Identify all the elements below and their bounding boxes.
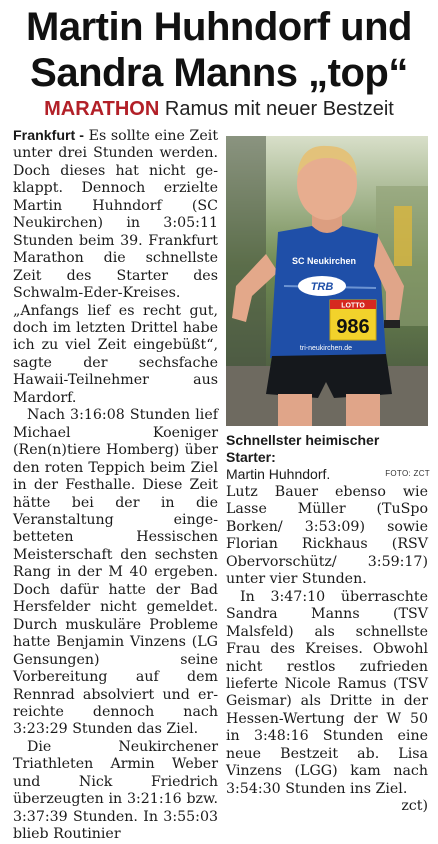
article-paragraph-3: Die Neukirchener Triathleten Armin Weber und Nick Friedrich überzeugten in 3:21:16 bzw. 3:37:39 Stunden. In 3:55:03 blieb Routinier (13, 738, 218, 843)
article-paragraph-4: Lutz Bauer ebenso wie Lasse Müller (TuSpo Borken/ 3:53:09) sowie Florian Rickhaus (RSV Obervorschütz/ 3:59:17) unter vier Stunden. (226, 484, 428, 588)
article-column-right (226, 484, 428, 816)
bib-sponsor: LOTTO (341, 302, 365, 310)
shirt-club-text: SC Neukirchen (291, 256, 357, 266)
runner-photo (226, 136, 428, 426)
headline-line-2: Sandra Manns „top“ (30, 51, 408, 95)
caption-text: Martin Huhndorf. (226, 466, 331, 482)
subhead-text: Ramus mit neuer Bestzeit (164, 98, 394, 120)
section-kicker: MARATHON (44, 98, 160, 120)
caption-bold: Schnellster heimischer Starter: (226, 432, 380, 465)
article-paragraph-5: In 3:47:10 überraschte Sandra Manns (TSV Malsfeld) als schnellste Frau des Kreises. Obwohl nicht restlos zufrieden lieferte Nicole Ramus (TSV Geismar) als Dritte in der Hessen-Wertung der W 50 in 3:48:16 Stunden eine neue Bestzeit ab. Lisa Vinzens (LGG) kam nach 3:54:30 Stunden ins Ziel. (226, 588, 428, 797)
headline (0, 4, 438, 96)
author-signature: zct) (401, 798, 428, 815)
photo-caption (226, 432, 430, 483)
dateline: Frankfurt - (13, 128, 85, 144)
article-column-left (13, 128, 218, 844)
subhead (0, 97, 438, 121)
article-paragraph-1 (13, 128, 218, 407)
shirt-url: tri-neukirchen.de (299, 345, 353, 352)
shirt-logo: TRB (310, 281, 334, 293)
bib-number: 986 (336, 316, 370, 338)
photo-credit: FOTO: ZCT (385, 469, 430, 478)
article-paragraph-2: Nach 3:16:08 Stunden lief Michael Koeniger (Ren(n)tiere Homberg) über den roten Teppich beim Ziel in der Festhalle. Diese Zeit hätte bei der in die Veranstaltung eingebetteten Hessischen Meisterschaft den sechsten Rang in der M 40 ergeben. Doch dafür hatte der Bad Hersfelder nicht gemeldet. Durch muskuläre Probleme hatte Benjamin Vinzens (LG Gensungen) seine Vorbereitung auf dem Rennrad absolviert und erreichte dennoch nach 3:23:29 Stunden das Ziel. (13, 407, 218, 738)
headline-line-1: Martin Huhndorf und (26, 5, 412, 49)
paragraph-1-text: Es sollte eine Zeit unter drei Stunden werden. Doch dieses hat nicht geklappt. Dennoch erzielte Martin Huhndorf (SC Neukirchen) in 3:05:11 Stunden beim 39. Frankfurt Marathon die schnellste Zeit des Starter des Schwalm-Eder-Kreises. „Anfangs lief es recht gut, doch im letzten Drittel habe ich zu viel Zeit eingebüßt“, sagte der sechsfache Hawaii-Teilnehmer aus Mardorf. (13, 128, 219, 406)
